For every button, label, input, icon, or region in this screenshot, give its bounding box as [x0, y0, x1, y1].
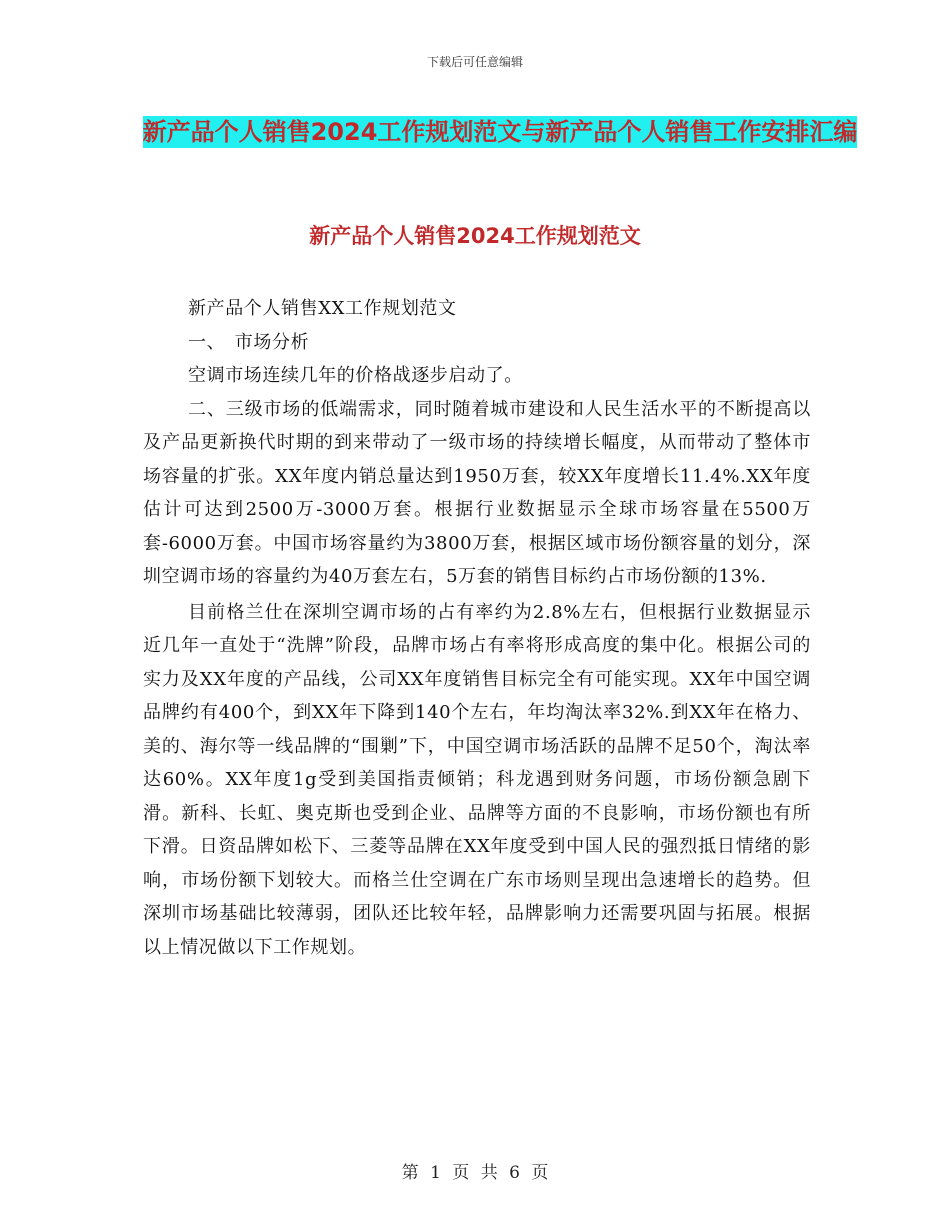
document-title [140, 112, 860, 152]
paragraph: 目前格兰仕在深圳空调市场的占有率约为2.8%左右，但根据行业数据显示近几年一直处于“洗牌”阶段，品牌市场占有率将形成高度的集中化。根据公司的实力及XX年度的产品线，公司XX年度销售目标完全有可能实现。XX年中国空调品牌约有400个，到XX年下降到140个左右，年均淘汰率32%.到XX年在格力、美的、海尔等一线品牌的“围剿”下，中国空调市场活跃的品牌不足50个，淘汰率达60%。XX年度1g受到美国指责倾销；科龙遇到财务问题，市场份额急剧下滑。新科、长虹、奥克斯也受到企业、品牌等方面的不良影响，市场份额也有所下滑。日资品牌如松下、三菱等品牌在XX年度受到中国人民的强烈抵日情绪的影响，市场份额下划较大。而格兰仕空调在广东市场则呈现出急速增长的趋势。但深圳市场基础比较薄弱，团队还比较年轻，品牌影响力还需要巩固与拓展。根据以上情况做以下工作规划。 [143, 601, 811, 958]
header-note: 下载后可任意编辑 [426, 55, 523, 69]
section-title: 新产品个人销售2024工作规划范文 [309, 224, 641, 248]
paragraph: 空调市场连续几年的价格战逐步启动了。 [188, 365, 523, 386]
paragraph: 新产品个人销售XX工作规划范文 [188, 298, 457, 319]
document-body [143, 292, 811, 964]
paragraph: 二、三级市场的低端需求，同时随着城市建设和人民生活水平的不断提高以及产品更新换代时期的到来带动了一级市场的持续增长幅度，从而带动了整体市场容量的扩张。XX年度内销总量达到1950万套，较XX年度增长11.4%.XX年度估计可达到2500万-3000万套。根据行业数据显示全球市场容量在5500万套-6000万套。中国市场容量约为3800万套，根据区域市场份额容量的划分，深圳空调市场的容量约为40万套左右，5万套的销售目标约占市场份额的13%. [143, 398, 811, 587]
paragraph: 一、 市场分析 [188, 331, 310, 353]
page-footer: 第 1 页 共 6 页 [401, 1163, 549, 1183]
document-title-text: 新产品个人销售2024工作规划范文与新产品个人销售工作安排汇编 [142, 118, 858, 146]
